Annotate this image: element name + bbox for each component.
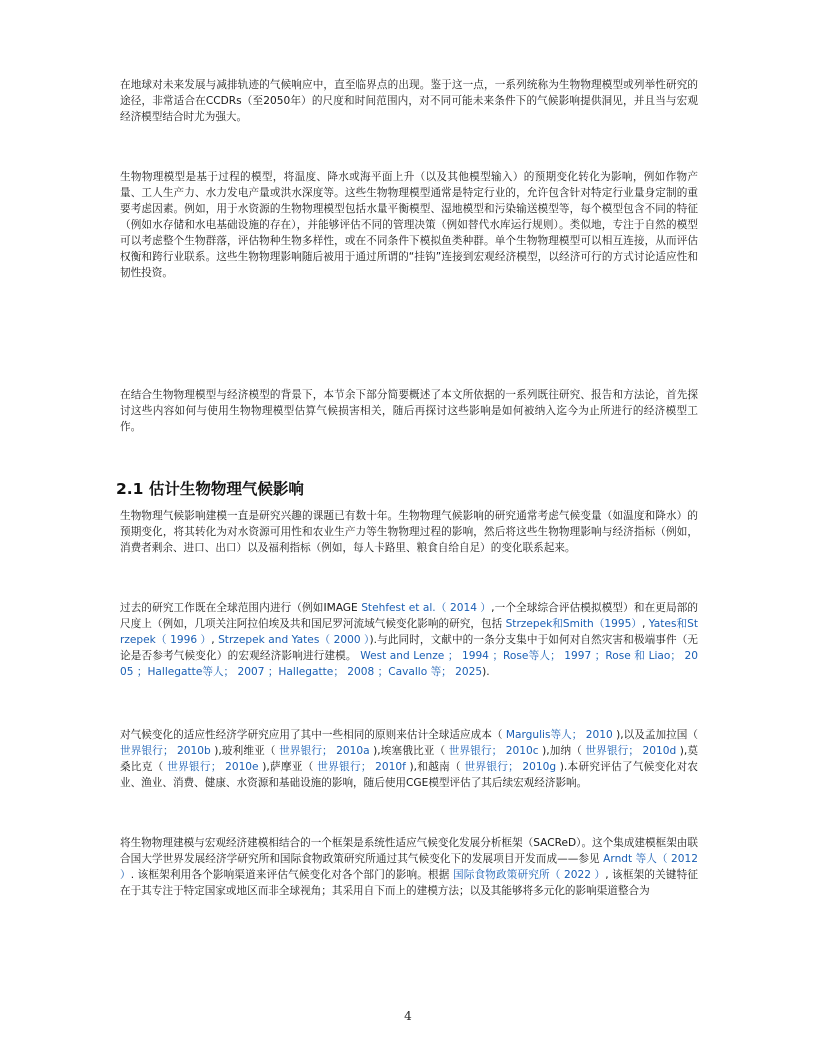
text-run: 过去的研究工作既在全球范围内进行（例如IMAGE — [120, 602, 362, 614]
text-run: ),萨摩亚（ — [258, 761, 318, 773]
text-run: ).与此同时，文献中的一条分支集中于如何对自然灾害和极端事件（无论是否参考气候变化）的宏观经济影响进行建模。 — [120, 634, 698, 662]
citation-link-strzepek-smith[interactable]: Strzepek和Smith（1995） — [505, 618, 642, 630]
citation-link-strzepek-yates[interactable]: Strzepek and Yates（ 2000 ） — [218, 634, 370, 646]
text-run: , 该框架的关键特征在于其专注于特定国家或地区而非全球视角；其采用自下而上的建模方法；以及其能够将多元化的影响渠道整合为 — [120, 869, 699, 897]
text-run: ,一个全球综合评估模拟模型）和在更局部的尺度上（例如，几项关注阿拉伯埃及共和国尼罗河流域气候变化影响的研究，包括 — [120, 602, 698, 630]
text-run: 对气候变化的适应性经济学研究应用了其中一些相同的原则来估计全球适应成本（ — [120, 729, 506, 741]
text-run: ).本研究评估了气候变化对农业、渔业、消费、健康、水资源和基础设施的影响，随后使用CGE模型评估了其后续宏观经济影响。 — [120, 761, 698, 789]
citation-link-ifpri[interactable]: 国际食物政策研究所（ 2022 ） — [452, 869, 606, 881]
citation-link-worldbank-2010f[interactable]: 世界银行； 2010f — [317, 761, 406, 773]
text-run: ),埃塞俄比亚（ — [369, 745, 449, 757]
text-run: . 该框架利用各个影响渠道来评估气候变化对各个部门的影响。根据 — [130, 869, 453, 881]
paragraph-sacred-framework — [120, 835, 698, 899]
citation-link-margulis[interactable]: Margulis等人； 2010 — [505, 729, 613, 741]
text-run: ),以及孟加拉国（ — [612, 729, 698, 741]
citation-link-worldbank-2010c[interactable]: 世界银行； 2010c — [448, 745, 539, 757]
paragraph-section-overview: 在结合生物物理模型与经济模型的背景下，本节余下部分简要概述了本文所依据的一系列既往研究、报告和方法论，首先探讨这些内容如何与使用生物物理模型估算气候损害相关，随后再探讨这些影响是如何被纳入迄今为止所进行的经济模型工作。 — [120, 389, 698, 433]
citation-link-worldbank-2010d[interactable]: 世界银行； 2010d — [585, 745, 677, 757]
text-run: ),莫桑比克（ — [120, 745, 698, 773]
text-run: ),和越南（ — [405, 761, 465, 773]
citation-link-worldbank-2010a[interactable]: 世界银行； 2010a — [279, 745, 370, 757]
citation-link-yates-strzepek[interactable]: Yates和Strzepek（ 1996 ） — [120, 618, 698, 646]
section-heading: 2.1 估计生物物理气候影响 — [116, 480, 304, 498]
citation-link-disaster-literature[interactable]: West and Lenze ； 1994 ；Rose等人； 1997 ；Rose 和 Liao； 2005 ；Hallegatte等人； 2007 ；Hallegatte； 2008 ；Cavallo 等； 2025 — [120, 650, 698, 678]
text-run: ),玻利维亚（ — [210, 745, 280, 757]
citation-link-arndt[interactable]: Arndt 等人（ 2012 ） — [120, 853, 698, 881]
paragraph-intro: 在地球对未来发展与减排轨迹的气候响应中，直至临界点的出现。鉴于这一点，一系列统称为生物物理模型或列举性研究的途径，非常适合在CCDRs（至2050年）的尺度和时间范围内，对不同可能未来条件下的气候影响提供洞见，并且当与宏观经济模型结合时尤为强大。 — [120, 79, 698, 123]
text-run: 将生物物理建模与宏观经济建模相结合的一个框架是系统性适应气候变化发展分析框架（SACReD）。这个集成建模框架由联合国大学世界发展经济学研究所和国际食物政策研究所通过其气候变化下的发展项目开发而成——参见 — [120, 837, 698, 865]
text-run: , — [642, 618, 649, 630]
paragraph-adaptation-economics — [120, 727, 698, 791]
paragraph-impact-modeling: 生物物理气候影响建模一直是研究兴趣的课题已有数十年。生物物理气候影响的研究通常考虑气候变量（如温度和降水）的预期变化，将其转化为对水资源可用性和农业生产力等生物物理过程的影响，然后将这些生物物理影响与经济指标（例如，消费者剩余、进口、出口）以及福利指标（例如，每人卡路里、粮食自给自足）的变化联系起来。 — [120, 510, 698, 554]
text-run: ),加纳（ — [538, 745, 586, 757]
text-run: , — [211, 634, 219, 646]
paragraph-biophysical-models: 生物物理模型是基于过程的模型，将温度、降水或海平面上升（以及其他模型输入）的预期变化转化为影响，例如作物产量、工人生产力、水力发电产量或洪水深度等。这些生物物理模型通常是特定行业的，允许包含针对特定行业量身定制的重要考虑因素。例如，用于水资源的生物物理模型包括水量平衡模型、湿地模型和污染输送模型等，每个模型包含不同的特征（例如水存储和水电基础设施的存在），并能够评估不同的管理决策（例如替代水库运行规则）。类似地，专注于自然的模型可以考虑整个生物群落，评估物种生物多样性，或在不同条件下模拟鱼类种群。单个生物物理模型可以相互连接，从而评估权衡和跨行业联系。这些生物物理影响随后被用于通过所谓的“挂钩”连接到宏观经济模型，以经济可行的方式讨论适应性和韧性投资。 — [120, 171, 698, 279]
citation-link-worldbank-2010b[interactable]: 世界银行； 2010b — [120, 745, 211, 757]
paragraph-past-research — [120, 600, 698, 680]
citation-link-stehfest[interactable]: Stehfest et al.（ 2014 ） — [361, 602, 492, 614]
page-number: 4 — [404, 1009, 412, 1023]
text-run: ). — [482, 666, 490, 678]
citation-link-worldbank-2010e[interactable]: 世界银行； 2010e — [167, 761, 259, 773]
citation-link-worldbank-2010g[interactable]: 世界银行； 2010g — [464, 761, 557, 773]
